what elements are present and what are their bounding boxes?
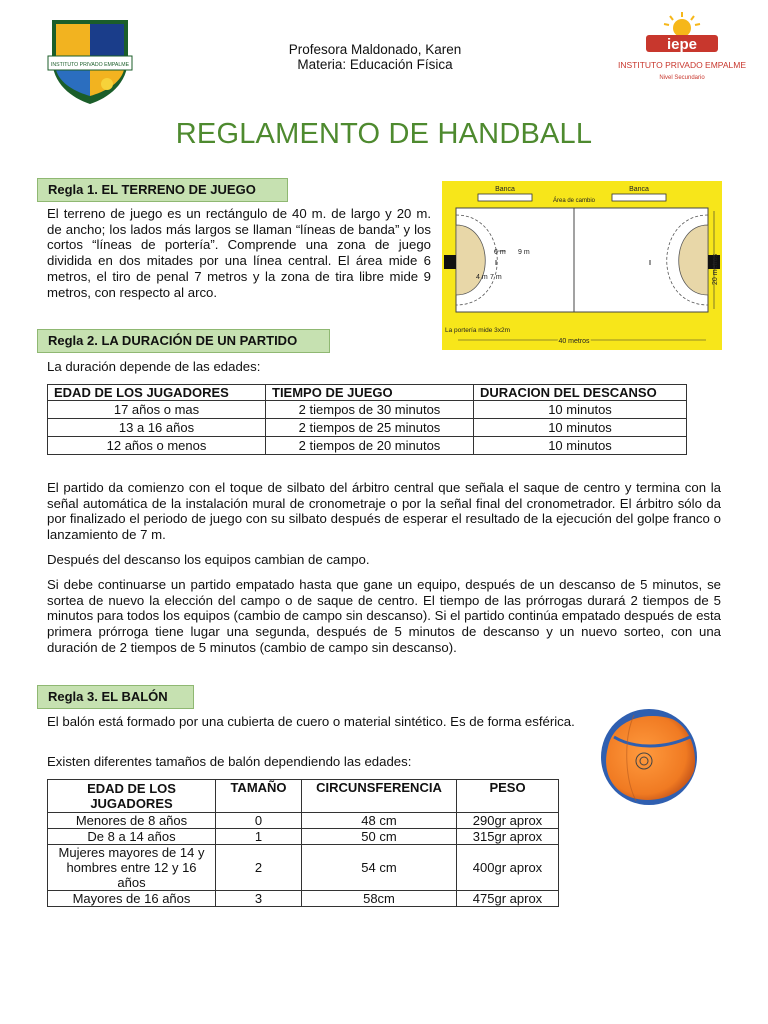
- field-diagram: [442, 181, 722, 350]
- table-header-cell: TIEMPO DE JUEGO: [266, 385, 474, 401]
- table-cell: 10 minutos: [474, 419, 687, 437]
- rule2-heading: Regla 2. LA DURACIÓN DE UN PARTIDO: [37, 329, 330, 353]
- table-header-cell: EDAD DE LOS JUGADORES: [48, 385, 266, 401]
- table-cell: 50 cm: [302, 829, 457, 845]
- table-row: [48, 813, 559, 829]
- table-cell: 12 años o menos: [48, 437, 266, 455]
- table-cell: 17 años o mas: [48, 401, 266, 419]
- goal-left: [444, 255, 456, 269]
- table-cell: Menores de 8 años: [48, 813, 216, 829]
- table-cell: 290gr aprox: [457, 813, 559, 829]
- table-header-cell: PESO: [457, 780, 559, 813]
- sun-icon: [664, 12, 700, 37]
- ball-size-table: [47, 779, 559, 907]
- table-cell: 2 tiempos de 30 minutos: [266, 401, 474, 419]
- svg-text:La portería mide 3x2m: La portería mide 3x2m: [445, 327, 511, 334]
- table-row: [48, 401, 687, 419]
- table-cell: 2: [216, 845, 302, 891]
- rule2-paragraph-1: El partido da comienzo con el toque de silbato del árbitro central que señala el saque de centro y termina con la señal automática de la instalación mural de cronometraje o por la señal final del cronometrador. El árbitro sólo da por finalizado el periodo de juego con su silbato después de esperar el resultado de la ejecución del golpe franco o lanzamiento de 7 m.: [47, 480, 721, 543]
- iepe-acronym: iepe: [666, 36, 698, 53]
- table-cell: 3: [216, 891, 302, 907]
- subject-name: Materia: Educación Física: [297, 57, 453, 72]
- table-header-cell: DURACION DEL DESCANSO: [474, 385, 687, 401]
- svg-text:40 metros: 40 metros: [558, 338, 590, 345]
- iepe-level: Nivel Secundario: [659, 75, 705, 81]
- shield-logo-text: INSTITUTO PRIVADO EMPALME: [50, 62, 130, 68]
- table-row: [48, 891, 559, 907]
- duration-table-header: [48, 385, 687, 401]
- table-cell: 0: [216, 813, 302, 829]
- table-cell: 48 cm: [302, 813, 457, 829]
- table-cell: 10 minutos: [474, 437, 687, 455]
- table-header-cell: TAMAÑO: [216, 780, 302, 813]
- table-cell: 13 a 16 años: [48, 419, 266, 437]
- handball-ball-image: [594, 707, 704, 807]
- iepe-name: INSTITUTO PRIVADO EMPALME: [618, 60, 746, 70]
- svg-text:20 metros: 20 metros: [712, 253, 719, 285]
- table-row: [48, 829, 559, 845]
- header-info: [230, 42, 520, 72]
- svg-text:Banca: Banca: [495, 186, 515, 193]
- svg-text:6 m: 6 m: [494, 249, 506, 256]
- table-cell: 54 cm: [302, 845, 457, 891]
- rule2-paragraph-3: Si debe continuarse un partido empatado hasta que gane un equipo, después de un descanso de 5 minutos, se sortea de nuevo la elección del campo o de saque de centro. El tiempo de las prórrogas durará 2 tiempos de 5 minutos para todos los equipos (cambio de campo sin descanso). Si el partido continúa empatado después de esta primera prórroga tiene lugar una segunda, después de 5 minutos de descanso y un nuevo sorteo, con una duración de 2 tiempos de 5 minutos (cambio de campo sin descanso).: [47, 577, 721, 655]
- svg-text:7 m: 7 m: [490, 274, 502, 281]
- rule3-paragraph-2: Existen diferentes tamaños de balón dependiendo las edades:: [47, 754, 412, 769]
- teacher-name: Profesora Maldonado, Karen: [288, 42, 462, 57]
- table-row: [48, 419, 687, 437]
- page-title: REGLAMENTO DE HANDBALL: [175, 118, 593, 150]
- rule2-paragraph-2: Después del descanso los equipos cambian de campo.: [47, 552, 370, 567]
- table-row: [48, 437, 687, 455]
- svg-text:Área de cambio: Área de cambio: [552, 198, 596, 204]
- table-cell: 2 tiempos de 25 minutos: [266, 419, 474, 437]
- table-cell: 315gr aprox: [457, 829, 559, 845]
- table-cell: Mayores de 16 años: [48, 891, 216, 907]
- court: [456, 208, 708, 312]
- svg-text:4 m: 4 m: [476, 274, 488, 281]
- table-cell: 1: [216, 829, 302, 845]
- table-cell: Mujeres mayores de 14 y hombres entre 12 y 16 años: [48, 845, 216, 891]
- table-cell: 400gr aprox: [457, 845, 559, 891]
- table-cell: De 8 a 14 años: [48, 829, 216, 845]
- duration-table: [47, 384, 687, 455]
- banca-right: [612, 194, 666, 201]
- table-cell: 2 tiempos de 20 minutos: [266, 437, 474, 455]
- iepe-logo: [616, 10, 748, 86]
- table-cell: 10 minutos: [474, 401, 687, 419]
- rule2-intro: La duración depende de las edades:: [47, 359, 261, 374]
- table-header-cell: EDAD DE LOS JUGADORES: [48, 780, 216, 813]
- ball-table-header: [48, 780, 559, 813]
- school-shield-logo: [44, 14, 136, 106]
- rule3-paragraph-1: El balón está formado por una cubierta de cuero o material sintético. Es de forma esférica.: [47, 714, 575, 729]
- svg-text:9 m: 9 m: [518, 249, 530, 256]
- table-row: [48, 845, 559, 891]
- svg-text:Banca: Banca: [629, 186, 649, 193]
- rule1-text: El terreno de juego es un rectángulo de 40 m. de largo y 20 m. de ancho; los lados más largos se llaman “líneas de banda” y los cortos “líneas de portería”. Comprende una zona de juego dividida en dos mitades por una línea central. El área mide 6 metros, el tiro de penal 7 metros y la zona de tira libre mide 9 metros, con respecto al arco.: [47, 206, 431, 300]
- table-cell: 475gr aprox: [457, 891, 559, 907]
- table-cell: 58cm: [302, 891, 457, 907]
- rule3-heading: Regla 3. EL BALÓN: [37, 685, 194, 709]
- table-header-cell: CIRCUNSFERENCIA: [302, 780, 457, 813]
- banca-left: [478, 194, 532, 201]
- rule1-heading: Regla 1. EL TERRENO DE JUEGO: [37, 178, 288, 202]
